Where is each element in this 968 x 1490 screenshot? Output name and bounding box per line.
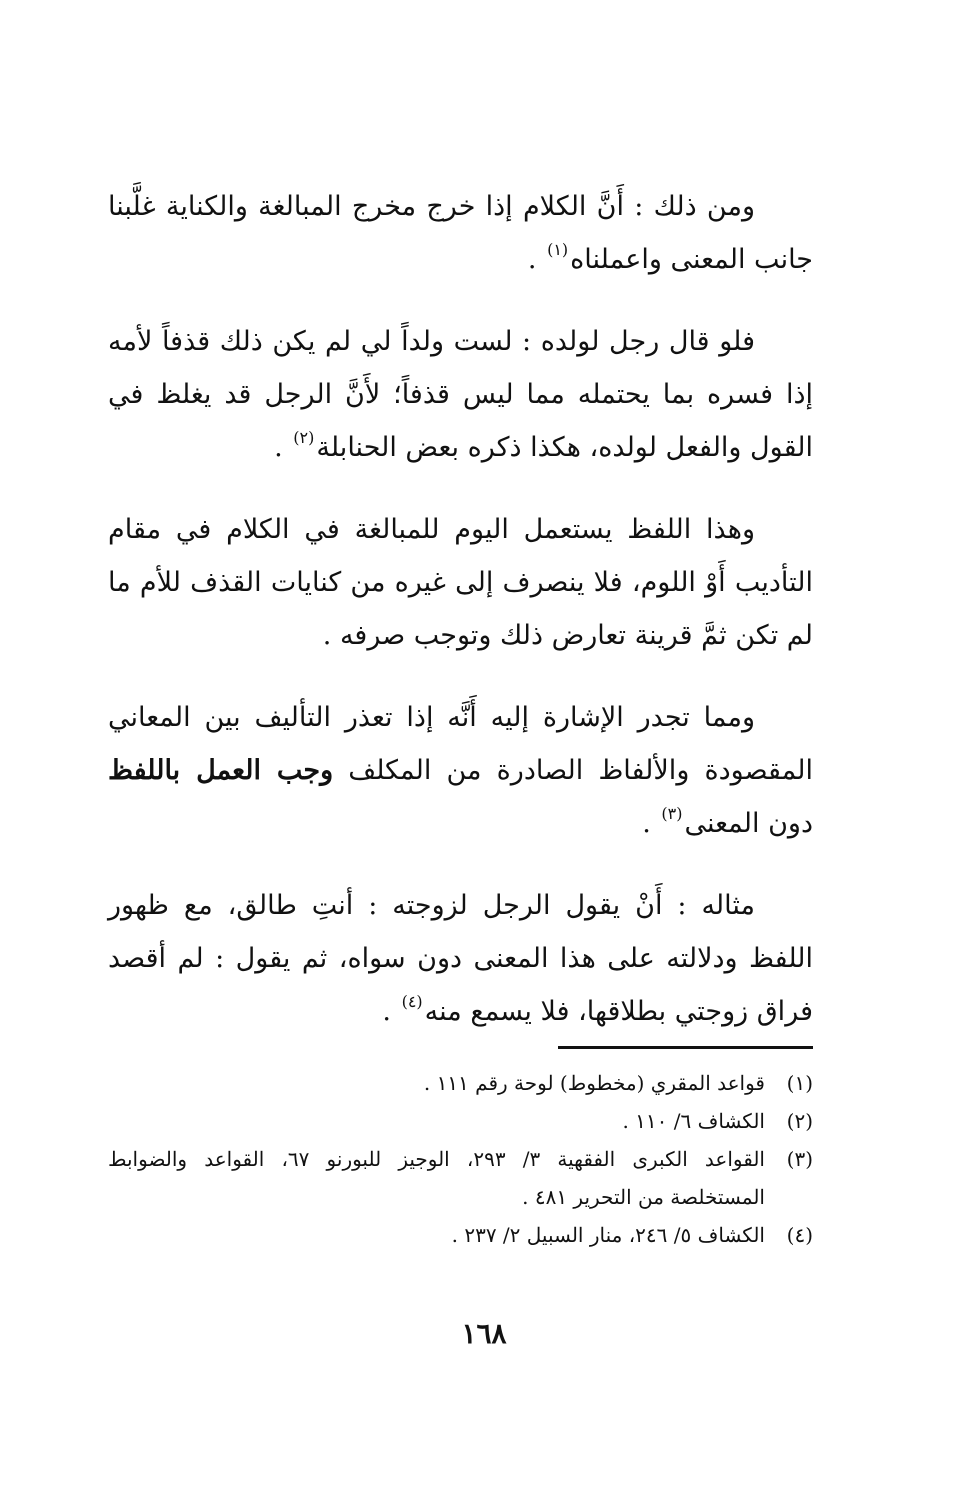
paragraph-5-end: . [382,996,400,1027]
paragraph-1-end: . [527,244,546,275]
paragraph-2-text: فلو قال رجل لولده : لست ولداً لي لم يكن ذلك قذفاً لأمه إذا فسره بما يحتمله مما ليس قذفاً؛ لأَنَّ الرجل قد يغلظ في القول والفعل لولده، هكذا ذكره بعض الحنابلة [108,326,813,463]
footnote-3-number: (٣) [786,1147,813,1171]
paragraph-5-text: مثاله : أَنْ يقول الرجل لزوجته : أنتِ طالق، مع ظهور اللفظ ودلالته على هذا المعنى دون سواه، ثم يقول : لم أقصد فراق زوجتي بطلاقها، فلا يسمع منه [108,890,813,1027]
paragraph-3 [108,503,813,662]
footnote-1-text: قواعد المقري (مخطوط) لوحة رقم ١١١ . [423,1071,765,1095]
paragraph-2-end: . [274,432,292,463]
paragraph-4-text: ومما تجدر الإشارة إليه أَنَّه إذا تعذر التأليف بين المعاني المقصودة والألفاظ الصادرة من المكلف [108,702,813,786]
footnote-2-number: (٢) [786,1109,813,1133]
paragraph-4 [108,691,813,850]
paragraph-1-text: ومن ذلك : أَنَّ الكلام إذا خرج مخرج المبالغة والكناية غلَّبنا جانب المعنى واعملناه [108,191,813,275]
footnote-ref-3: (٣) [661,804,683,823]
page-number: ١٦٨ [461,1317,507,1350]
paragraph-4-text-continued: دون المعنى [684,808,813,839]
footnote-3-text: القواعد الكبرى الفقهية ٣/ ٢٩٣، الوجيز للبورنو ٦٧، القواعد والضوابط المستخلصة من التحرير ٤٨١ . [108,1147,765,1209]
footnote-3 [108,1140,813,1216]
footnote-2 [108,1102,813,1140]
paragraph-1 [108,180,813,286]
footnotes [108,1064,813,1254]
footnote-1-number: (١) [786,1071,813,1095]
paragraph-3-text: وهذا اللفظ يستعمل اليوم للمبالغة في الكلام في مقام التأديب أَوْ اللوم، فلا ينصرف إلى غيره من كنايات القذف للأم ما لم تكن ثمَّ قرينة تعارض ذلك وتوجب صرفه . [108,514,813,651]
footnote-ref-2: (٢) [293,428,315,447]
footnote-divider [558,1046,813,1049]
footnote-4-number: (٤) [786,1223,813,1247]
footnote-4-text: الكشاف ٥/ ٢٤٦، منار السبيل ٢/ ٢٣٧ . [451,1223,765,1247]
footnote-ref-1: (١) [547,240,569,259]
paragraph-4-bold-text: وجب العمل باللفظ [108,755,334,786]
paragraph-5 [108,879,813,1038]
paragraph-2 [108,315,813,474]
main-text [108,180,813,1067]
footnote-2-text: الكشاف ٦/ ١١٠ . [622,1109,765,1133]
footnote-ref-4: (٤) [401,992,423,1011]
paragraph-4-end: . [642,808,660,839]
footnote-1 [108,1064,813,1102]
footnote-4 [108,1216,813,1254]
